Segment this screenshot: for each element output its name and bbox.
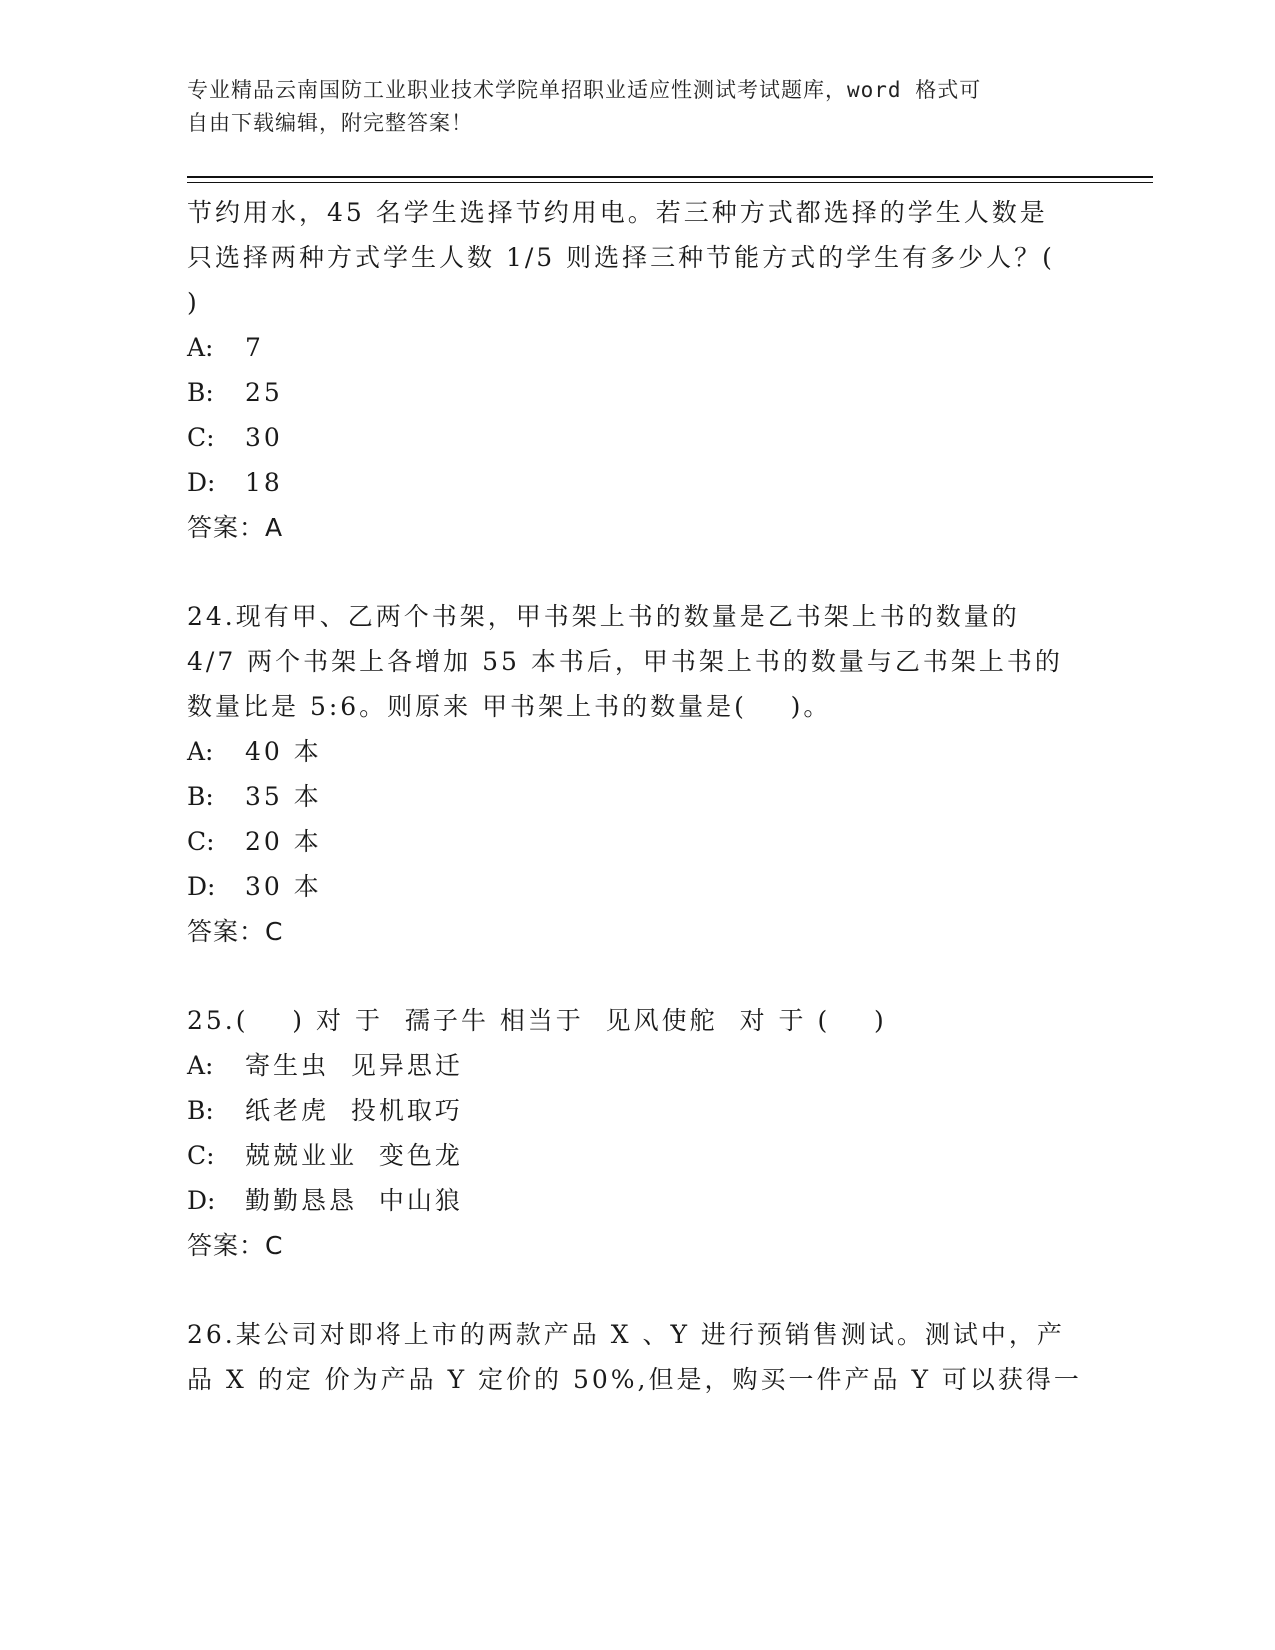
option-c <box>187 415 1087 460</box>
header-line-1: 专业精品云南国防工业职业技术学院单招职业适应性测试考试题库，word 格式可 <box>187 78 982 102</box>
question-text-line: 26.某公司对即将上市的两款产品 X 、Y 进行预销售测试。测试中，产 <box>187 1320 1065 1349</box>
document-header <box>187 74 1067 140</box>
question-24 <box>187 594 1087 954</box>
answer: 答案：C <box>187 917 284 946</box>
question-26 <box>187 1312 1087 1402</box>
option-a <box>187 1043 1087 1088</box>
option-text: 纸老虎 投机取巧 <box>245 1096 463 1125</box>
option-label: C: <box>187 1141 215 1170</box>
option-b <box>187 1088 1087 1133</box>
option-d <box>187 864 1087 909</box>
option-b <box>187 774 1087 819</box>
option-label: D: <box>187 468 216 497</box>
question-23 <box>187 190 1087 550</box>
question-text-line: 节约用水，45 名学生选择节约用电。若三种方式都选择的学生人数是 <box>187 198 1048 227</box>
option-label: B: <box>187 1096 214 1125</box>
option-label: D: <box>187 872 216 901</box>
question-text-line: 数量比是 5:6。则原来 甲书架上书的数量是( )。 <box>187 692 832 721</box>
option-a <box>187 325 1087 370</box>
question-text-line: 25.( ) 对 于 孺子牛 相当于 见风使舵 对 于 ( ) <box>187 1006 887 1035</box>
question-text-line: 只选择两种方式学生人数 1/5 则选择三种节能方式的学生有多少人？( <box>187 243 1055 272</box>
header-rule-thick <box>187 176 1153 178</box>
option-text: 30 本 <box>245 872 322 901</box>
option-label: C: <box>187 423 215 452</box>
question-list <box>187 190 1087 1402</box>
option-label: D: <box>187 1186 216 1215</box>
option-text: 勤勤恳恳 中山狼 <box>245 1186 463 1215</box>
option-text: 7 <box>245 333 264 362</box>
question-text-line: ) <box>187 288 200 317</box>
option-c <box>187 1133 1087 1178</box>
header-line-2: 自由下载编辑，附完整答案！ <box>187 111 473 135</box>
option-text: 25 <box>245 378 283 407</box>
question-text-line: 4/7 两个书架上各增加 55 本书后，甲书架上书的数量与乙书架上书的 <box>187 647 1063 676</box>
option-label: A: <box>187 333 214 362</box>
header-rule-thin <box>187 182 1153 183</box>
question-text-line: 品 X 的定 价为产品 Y 定价的 50%,但是，购买一件产品 Y 可以获得一 <box>187 1365 1082 1394</box>
option-d <box>187 1178 1087 1223</box>
option-d <box>187 460 1087 505</box>
option-label: B: <box>187 782 214 811</box>
question-text-line: 24.现有甲、乙两个书架，甲书架上书的数量是乙书架上书的数量的 <box>187 602 1020 631</box>
answer: 答案：C <box>187 1231 284 1260</box>
answer: 答案：A <box>187 513 284 542</box>
option-text: 18 <box>245 468 283 497</box>
option-label: B: <box>187 378 214 407</box>
option-label: A: <box>187 1051 214 1080</box>
option-label: A: <box>187 737 214 766</box>
option-text: 兢兢业业 变色龙 <box>245 1141 463 1170</box>
option-text: 20 本 <box>245 827 322 856</box>
option-text: 35 本 <box>245 782 322 811</box>
question-25 <box>187 998 1087 1268</box>
option-b <box>187 370 1087 415</box>
option-text: 40 本 <box>245 737 322 766</box>
option-a <box>187 729 1087 774</box>
option-text: 寄生虫 见异思迁 <box>245 1051 463 1080</box>
option-text: 30 <box>245 423 283 452</box>
option-c <box>187 819 1087 864</box>
option-label: C: <box>187 827 215 856</box>
